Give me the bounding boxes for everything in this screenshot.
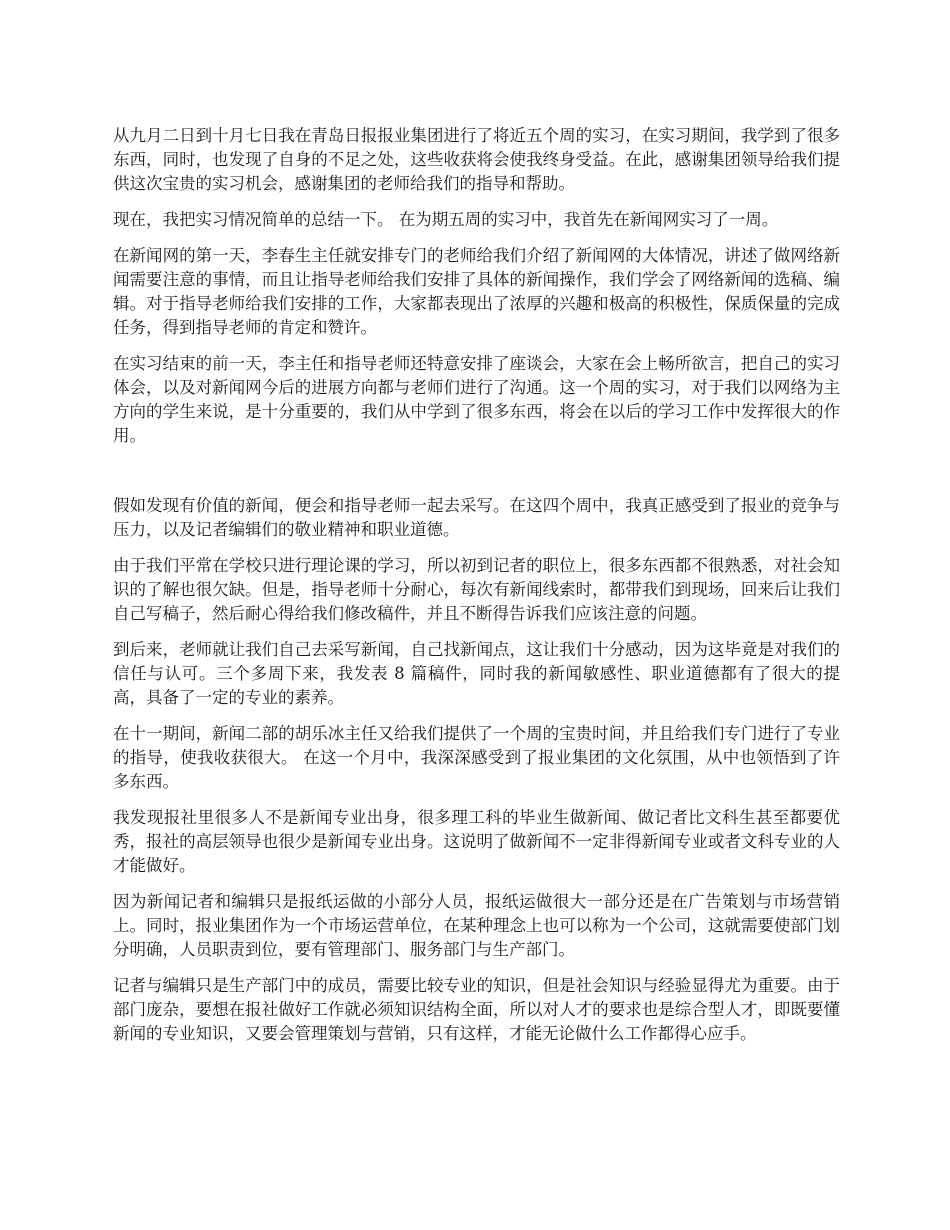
paragraph: 我发现报社里很多人不是新闻专业出身，很多理工科的毕业生做新闻、做记者比文科生甚至都要优秀，报社的高层领导也很少是新闻专业出身。这说明了做新闻不一定非得新闻专业或者文科专业的人才能做好。 [113,808,840,875]
paragraph: 在实习结束的前一天，李主任和指导老师还特意安排了座谈会，大家在会上畅所欲言，把自己的实习体会，以及对新闻网今后的进展方向都与老师们进行了沟通。这一个周的实习，对于我们以网络为主方向的学生来说，是十分重要的，我们从中学到了很多东西，将会在以后的学习工作中发挥很大的作用。 [113,354,840,445]
paragraph: 由于我们平常在学校只进行理论课的学习，所以初到记者的职位上，很多东西都不很熟悉，对社会知识的了解也很欠缺。但是，指导老师十分耐心，每次有新闻线索时，都带我们到现场，回来后让我们自己写稿子，然后耐心得给我们修改稿件，并且不断得告诉我们应该注意的问题。 [113,556,840,623]
document-body [113,124,840,1058]
paragraph: 假如发现有价值的新闻，便会和指导老师一起去采写。在这四个周中，我真正感受到了报业的竞争与压力，以及记者编辑们的敬业精神和职业道德。 [113,496,840,539]
paragraph: 现在，我把实习情况简单的总结一下。 在为期五周的实习中，我首先在新闻网实习了一周。 [113,210,779,229]
paragraph: 记者与编辑只是生产部门中的成员，需要比较专业的知识，但是社会知识与经验显得尤为重要。由于部门庞杂，要想在报社做好工作就必须知识结构全面，所以对人才的要求也是综合型人才，即既要懂新闻的专业知识，又要会管理策划与营销，只有这样，才能无论做什么工作都得心应手。 [113,976,840,1043]
paragraph: 从九月二日到十月七日我在青岛日报报业集团进行了将近五个周的实习，在实习期间，我学到了很多东西，同时，也发现了自身的不足之处，这些收获将会使我终身受益。在此，感谢集团领导给我们提供这次宝贵的实习机会，感谢集团的老师给我们的指导和帮助。 [113,126,840,193]
paragraph: 到后来，老师就让我们自己去采写新闻，自己找新闻点，这让我们十分感动，因为这毕竟是对我们的信任与认可。三个多周下来，我发表 8 篇稿件，同时我的新闻敏感性、职业道德都有了很大的提高，具备了一定的专业的素养。 [113,640,840,707]
paragraph: 因为新闻记者和编辑只是报纸运做的小部分人员，报纸运做很大一部分还是在广告策划与市场营销上。同时，报业集团作为一个市场运营单位，在某种理念上也可以称为一个公司，这就需要使部门划分明确，人员职责到位，要有管理部门、服务部门与生产部门。 [113,892,840,959]
paragraph: 在新闻网的第一天，李春生主任就安排专门的老师给我们介绍了新闻网的大体情况，讲述了做网络新闻需要注意的事情，而且让指导老师给我们安排了具体的新闻操作，我们学会了网络新闻的选稿、编辑。对于指导老师给我们安排的工作，大家都表现出了浓厚的兴趣和极高的积极性，保质保量的完成任务，得到指导老师的肯定和赞许。 [113,246,840,337]
paragraph: 在十一期间，新闻二部的胡乐冰主任又给我们提供了一个周的宝贵时间，并且给我们专门进行了专业的指导，使我收获很大。 在这一个月中，我深深感受到了报业集团的文化氛围，从中也领悟到了许多东西。 [113,724,840,791]
